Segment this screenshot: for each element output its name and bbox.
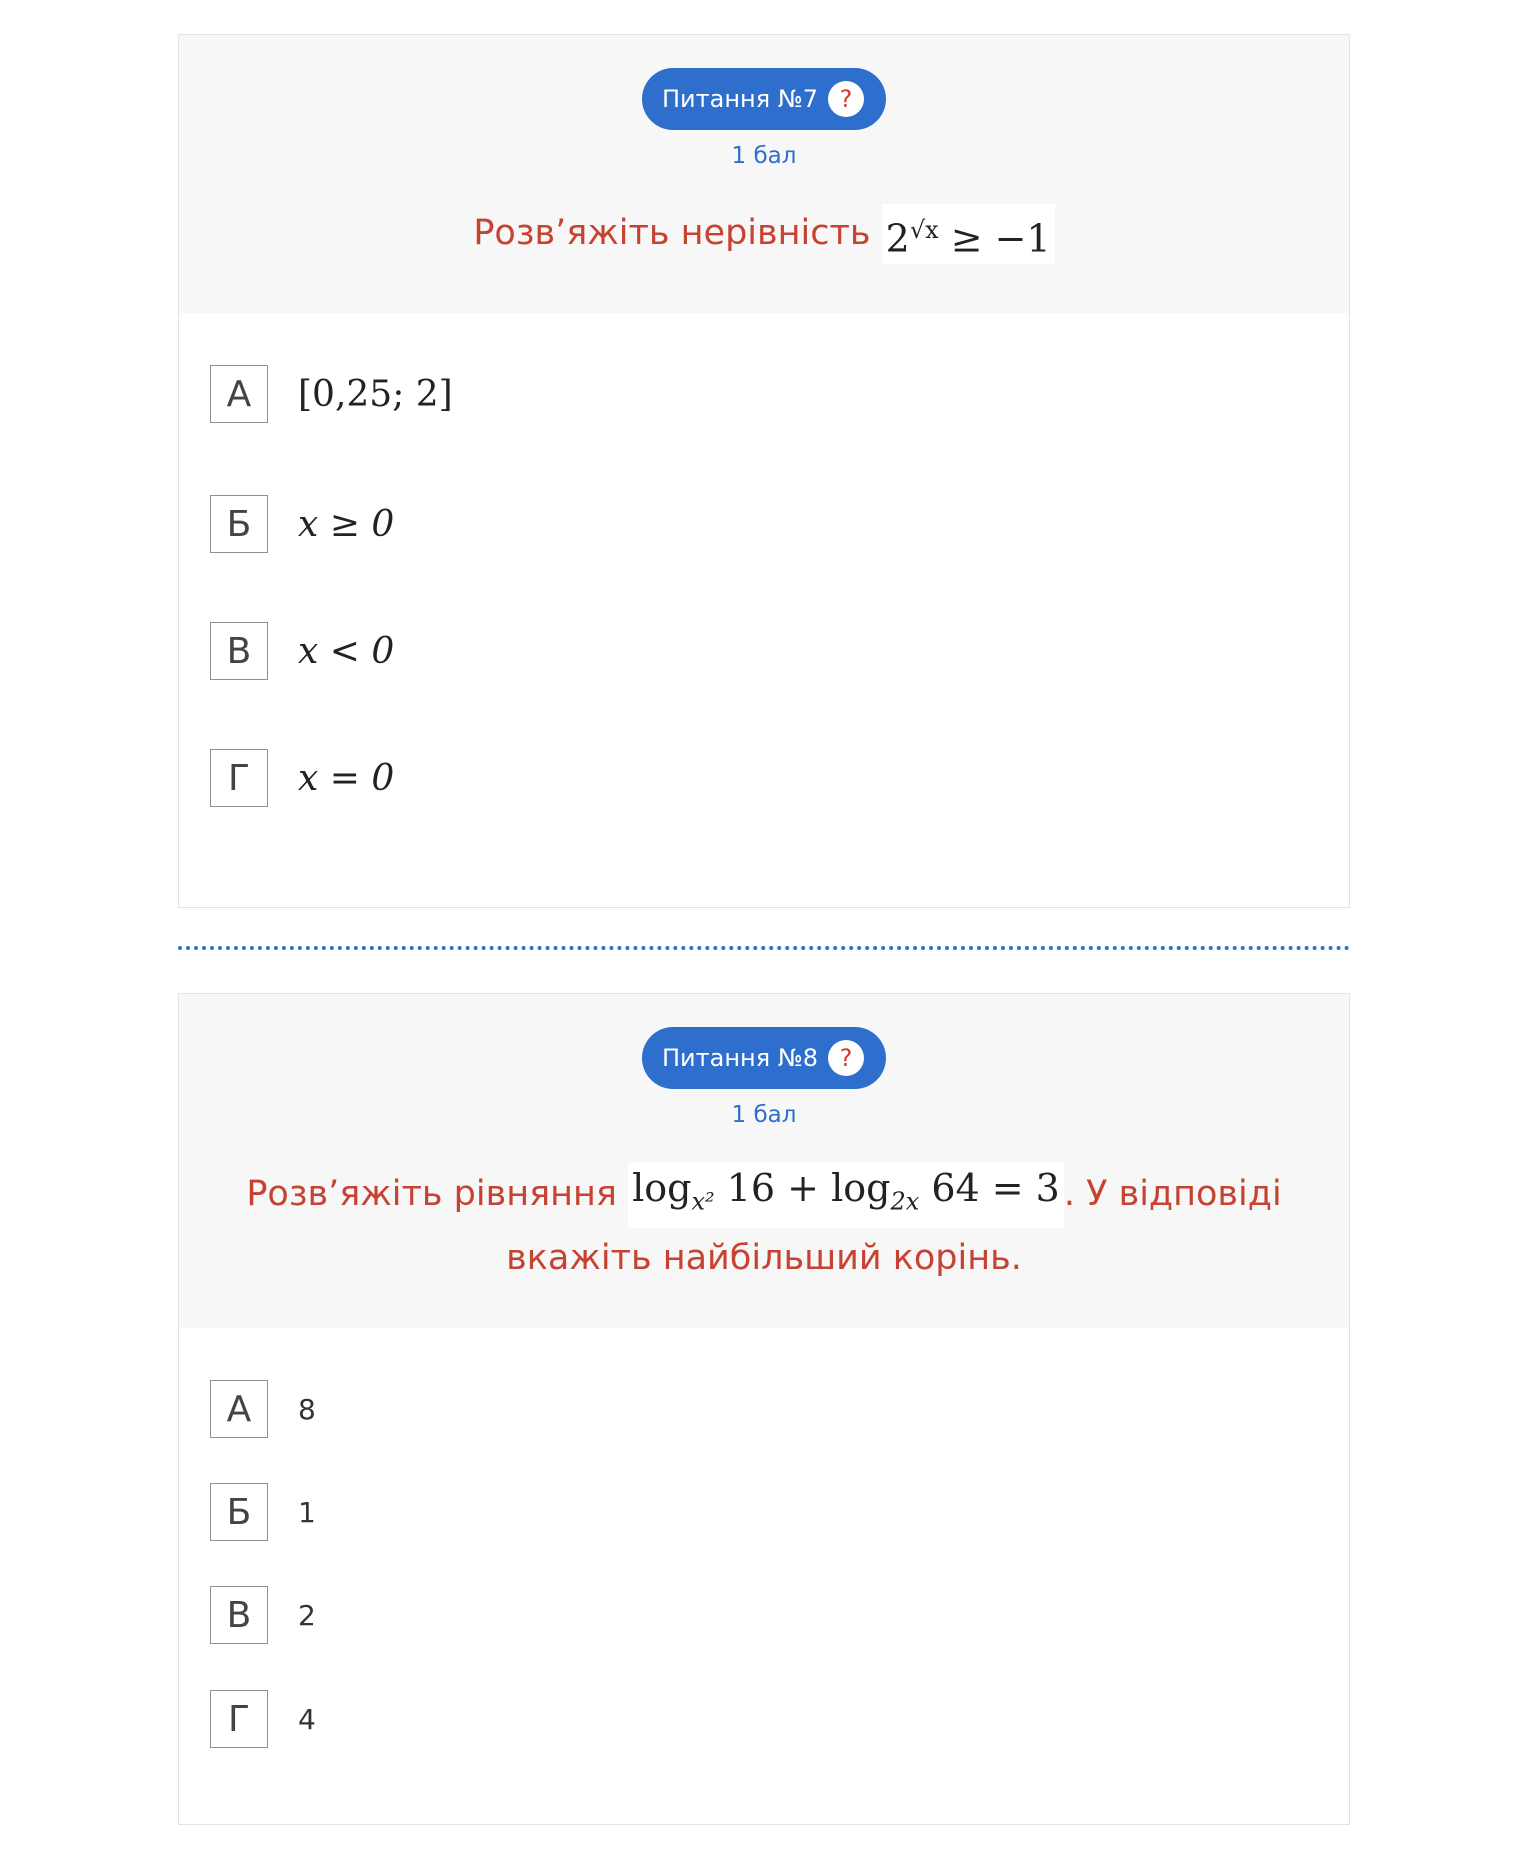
formula-log: log	[831, 1166, 891, 1210]
answer-option-b[interactable]	[210, 1483, 316, 1541]
option-letter[interactable]: Б	[210, 1483, 268, 1541]
question-card-7	[178, 34, 1350, 908]
question-header	[179, 994, 1349, 1328]
option-letter[interactable]: Г	[210, 1690, 268, 1748]
option-value: x < 0	[298, 630, 395, 672]
option-letter[interactable]: Б	[210, 495, 268, 553]
option-value: x = 0	[298, 757, 395, 799]
option-letter[interactable]: В	[210, 1586, 268, 1644]
answer-option-c[interactable]	[210, 622, 394, 680]
option-letter[interactable]: А	[210, 365, 268, 423]
option-letter[interactable]: В	[210, 622, 268, 680]
option-value: 4	[298, 1702, 316, 1736]
formula-rest: 64 = 3	[919, 1166, 1060, 1210]
question-number-badge	[642, 68, 886, 130]
answer-option-b[interactable]	[210, 495, 394, 553]
option-letter[interactable]: А	[210, 1380, 268, 1438]
formula-exponent: √x	[909, 215, 939, 244]
question-prompt: Розв’яжіть нерівність	[473, 213, 871, 253]
option-letter[interactable]: Г	[210, 749, 268, 807]
formula-log-base: 2x	[890, 1187, 920, 1216]
formula-base: 2	[885, 216, 910, 261]
question-formula	[628, 1162, 1064, 1228]
option-value: 8	[298, 1392, 316, 1426]
option-value: 1	[298, 1495, 316, 1529]
option-value: [0,25; 2]	[298, 373, 453, 415]
question-number-label: Питання №8	[661, 1044, 819, 1072]
help-icon[interactable]: ?	[828, 1040, 864, 1076]
formula-rest: ≥ −1	[938, 216, 1051, 261]
help-icon[interactable]: ?	[828, 81, 864, 117]
answer-option-c[interactable]	[210, 1586, 316, 1644]
question-points: 1 бал	[731, 1102, 797, 1128]
question-separator	[178, 946, 1350, 950]
question-text	[199, 1162, 1329, 1288]
question-formula	[882, 204, 1055, 265]
question-prompt: Розв’яжіть рівняння	[246, 1173, 617, 1214]
question-prompt-tail: . У відповіді вкажіть найбільший корінь.	[506, 1173, 1282, 1278]
question-card-8	[178, 993, 1350, 1825]
formula-log-base: x²	[691, 1187, 715, 1216]
option-value: x ≥ 0	[298, 503, 395, 545]
question-number-label: Питання №7	[661, 85, 819, 113]
question-points: 1 бал	[731, 143, 797, 169]
answer-option-d[interactable]	[210, 1690, 316, 1748]
formula-middle: 16 +	[714, 1166, 832, 1210]
question-header	[179, 35, 1349, 313]
option-value: 2	[298, 1598, 316, 1632]
answer-option-a[interactable]	[210, 1380, 316, 1438]
question-text	[199, 203, 1329, 264]
answer-option-a[interactable]	[210, 365, 453, 423]
question-number-badge	[642, 1027, 886, 1089]
answer-option-d[interactable]	[210, 749, 394, 807]
formula-log: log	[632, 1166, 692, 1210]
